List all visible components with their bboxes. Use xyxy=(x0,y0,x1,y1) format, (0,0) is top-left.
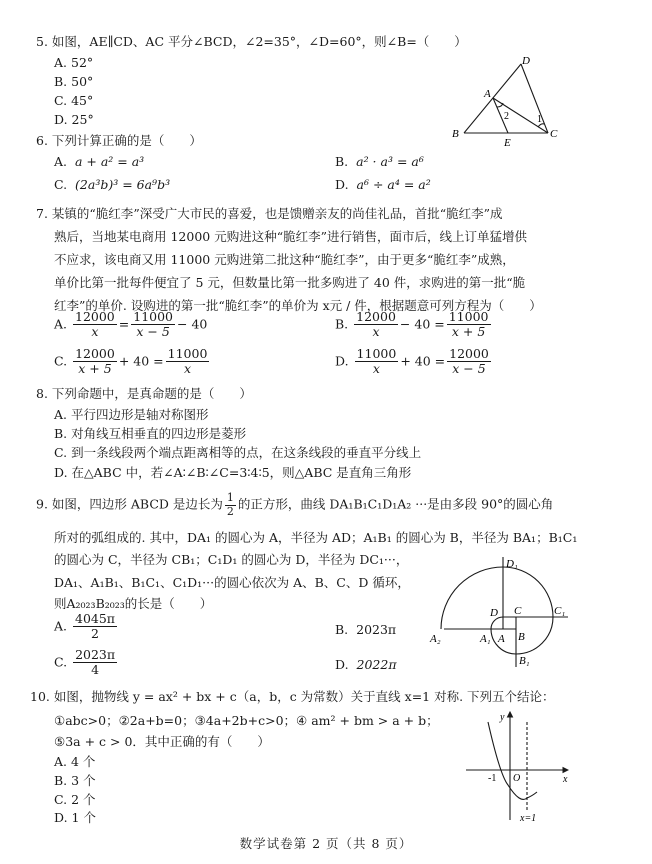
label-axis: x=1 xyxy=(520,813,537,824)
q6-number: 6. xyxy=(36,133,48,148)
q5-option-b[interactable] xyxy=(54,74,93,89)
option-label: A. xyxy=(54,316,68,332)
label-c: C xyxy=(514,605,522,617)
arc-d1-a2 xyxy=(441,567,503,629)
label-d: D xyxy=(522,55,530,67)
q7-line-2: 熟后，当地某电商用 12000 元购进这种“脆红李”进行销售，面市后，线上订单猛增供 xyxy=(54,229,527,244)
option-text: a⁶ ÷ a⁴ = a² xyxy=(356,177,431,192)
arc-c1-d1 xyxy=(503,567,553,617)
option-label: B. xyxy=(335,154,349,169)
operator: − 40 = xyxy=(399,316,445,332)
q8-option-a[interactable] xyxy=(54,405,209,423)
option-text: 2022π xyxy=(356,657,397,672)
option-text: a² · a³ = a⁶ xyxy=(356,154,424,169)
q5-number: 5. xyxy=(36,34,48,49)
label-a1: A₁ xyxy=(480,633,491,645)
q8-text: 下列命题中，是真命题的是（ ） xyxy=(51,386,252,401)
label-x: x xyxy=(563,774,568,785)
q5-option-c[interactable] xyxy=(54,93,93,108)
numerator: 2023π xyxy=(75,647,116,662)
fraction-one-half xyxy=(225,492,236,518)
q10-line-3: ⑤3a + c > 0．其中正确的有（ ） xyxy=(54,734,270,749)
fraction xyxy=(447,310,491,340)
option-label: C. xyxy=(54,445,68,460)
denominator: x − 5 xyxy=(452,361,486,377)
option-label: D. xyxy=(54,465,68,480)
option-label: D. xyxy=(335,353,349,369)
segment-bd xyxy=(464,64,521,133)
fraction xyxy=(166,347,210,377)
fraction xyxy=(447,347,491,377)
q9-option-b[interactable] xyxy=(335,622,396,637)
fraction xyxy=(355,347,399,377)
q10-line-2: ①abc>0；②2a+b=0；③4a+2b+c>0；④ am² + bm > a + b； xyxy=(54,713,439,728)
option-text: (2a³b)³ = 6a⁹b³ xyxy=(75,177,171,192)
option-label: C. xyxy=(54,93,68,108)
denominator: x − 5 xyxy=(136,324,170,340)
label-b1: B₁ xyxy=(519,655,530,667)
q9-line-1 xyxy=(36,492,553,518)
q10-option-c[interactable] xyxy=(54,790,96,808)
q8-option-c[interactable] xyxy=(54,443,421,461)
q9-figure-spiral xyxy=(420,555,590,675)
option-text: 52° xyxy=(71,55,94,70)
option-text: 45° xyxy=(71,93,94,108)
option-text: 25° xyxy=(71,112,94,127)
label-c: C xyxy=(550,128,558,140)
option-label: C. xyxy=(54,792,68,807)
fraction xyxy=(73,310,117,340)
option-label: B. xyxy=(335,622,349,637)
q10-text: 如图，抛物线 y = ax² + bx + c（a，b，c 为常数）关于直线 x=1 对称. 下列五个结论： xyxy=(53,689,555,704)
q9-option-a[interactable] xyxy=(54,612,119,642)
denominator: x xyxy=(184,361,192,377)
numerator: 11000 xyxy=(133,309,174,324)
denominator: x + 5 xyxy=(451,324,486,340)
option-text: 3 个 xyxy=(71,773,96,788)
numerator: 12000 xyxy=(75,309,115,324)
option-label: D. xyxy=(54,112,68,127)
label-origin: O xyxy=(513,773,521,784)
numerator: 12000 xyxy=(75,346,115,361)
option-label: A. xyxy=(54,618,68,634)
q7-line-3: 不应求，该电商又用 11000 元购进第二批这种“脆红李”，由于更多“脆红李”成熟， xyxy=(54,252,515,267)
q7-option-b[interactable] xyxy=(335,310,493,340)
q6-text: 下列计算正确的是（ ） xyxy=(51,133,202,148)
q9-line-4: DA₁、A₁B₁、B₁C₁、C₁D₁···的圆心依次为 A、B、C、D 循环， xyxy=(54,575,410,590)
q8-option-b[interactable] xyxy=(54,424,246,442)
q8-stem xyxy=(36,384,252,402)
option-label: B. xyxy=(54,426,68,441)
option-text: 2 个 xyxy=(71,792,96,807)
option-text: 平行四边形是轴对称图形 xyxy=(71,407,209,422)
option-text: 4 个 xyxy=(71,754,96,769)
q6-option-d[interactable] xyxy=(335,177,431,192)
denominator: x xyxy=(372,324,380,340)
page-footer: 数学试卷第 2 页（共 8 页） xyxy=(239,836,413,851)
q9-line-2: 所对的弧组成的. 其中，DA₁ 的圆心为 A，半径为 AD；A₁B₁ 的圆心为 B，半径为 BA₁；B₁C₁ xyxy=(54,530,578,545)
segment-dc xyxy=(521,64,548,133)
numerator: 1 xyxy=(226,491,234,504)
label-a: A xyxy=(484,88,491,100)
q7-line-1 xyxy=(36,204,503,222)
denominator: x xyxy=(372,361,380,377)
label-d1: D₁ xyxy=(506,558,518,570)
option-label: A. xyxy=(54,754,68,769)
numerator: 11000 xyxy=(167,346,208,361)
option-text: a + a² = a³ xyxy=(74,154,145,169)
q7-option-a[interactable] xyxy=(54,310,207,340)
denominator: 2 xyxy=(91,626,99,642)
q7-line-5: 红李”的单价. 设购进的第一批“脆红李”的单价为 x元 / 件，根据题意可列方程为（ ） xyxy=(54,298,542,313)
q5-option-a[interactable] xyxy=(54,55,93,70)
q7-line-4: 单价比第一批每件便宜了 5 元，但数量比第一批多购进了 40 件，求购进的第一批“脆 xyxy=(54,275,526,290)
label-a2: A₂ xyxy=(430,633,441,645)
option-label: A. xyxy=(54,407,68,422)
parabola-curve xyxy=(488,722,537,799)
label-b: B xyxy=(452,128,459,140)
q9-text: 如图，四边形 ABCD 是边长为 xyxy=(51,496,223,512)
option-label: C. xyxy=(54,654,68,670)
fraction xyxy=(354,310,398,340)
option-label: D. xyxy=(335,177,349,192)
q10-number: 10. xyxy=(30,689,50,704)
option-label: C. xyxy=(54,353,68,369)
q7-option-c[interactable] xyxy=(54,347,211,377)
label-y: y xyxy=(500,712,505,723)
fraction xyxy=(131,310,175,340)
operator: = xyxy=(118,316,130,332)
numerator: 11000 xyxy=(448,309,489,324)
denominator: 2 xyxy=(226,504,234,518)
numerator: 12000 xyxy=(356,309,396,324)
label-e: E xyxy=(504,137,511,149)
numerator: 4045π xyxy=(75,611,116,626)
q8-number: 8. xyxy=(36,386,48,401)
option-text: 50° xyxy=(71,74,94,89)
q7-text: 某镇的“脆红李”深受广大市民的喜爱，也是馈赠亲友的尚佳礼品，首批“脆红李”成 xyxy=(51,206,503,221)
option-text: 到一条线段两个端点距离相等的点，在这条线段的垂直平分线上 xyxy=(71,445,422,460)
label-a: A xyxy=(498,633,505,645)
option-text: 2023π xyxy=(356,622,397,637)
fraction xyxy=(73,612,117,642)
fraction xyxy=(73,347,117,377)
option-text: 对角线互相垂直的四边形是菱形 xyxy=(71,426,247,441)
option-label: C. xyxy=(54,177,68,192)
q5-option-d[interactable] xyxy=(54,112,94,127)
numerator: 12000 xyxy=(449,346,489,361)
q9-option-c[interactable] xyxy=(54,648,119,678)
q5-figure-triangle xyxy=(440,50,580,150)
q10-option-b[interactable] xyxy=(54,771,96,789)
option-label: B. xyxy=(54,74,68,89)
operator: − 40 xyxy=(177,316,208,332)
option-label: A. xyxy=(54,55,68,70)
fraction xyxy=(73,648,117,678)
option-text: 在△ABC 中，若∠A∶∠B∶∠C=3∶4∶5，则△ABC 是直角三角形 xyxy=(71,465,412,480)
q6-option-b[interactable] xyxy=(335,154,424,169)
operator: + 40 = xyxy=(400,353,446,369)
q6-option-a[interactable] xyxy=(54,154,144,169)
denominator: x xyxy=(91,324,99,340)
label-neg1: -1 xyxy=(488,773,497,784)
operator: + 40 = xyxy=(118,353,164,369)
option-label: D. xyxy=(54,810,68,825)
numerator: 11000 xyxy=(356,346,397,361)
q10-option-a[interactable] xyxy=(54,752,95,770)
q8-option-d[interactable] xyxy=(54,463,411,481)
q6-option-c[interactable] xyxy=(54,177,170,192)
denominator: x + 5 xyxy=(78,361,112,377)
option-label: A. xyxy=(54,154,68,169)
q7-option-d[interactable] xyxy=(335,347,493,377)
label-angle-2: 2 xyxy=(504,111,509,122)
label-c1: C₁ xyxy=(554,605,566,617)
option-text: 1 个 xyxy=(71,810,96,825)
q7-number: 7. xyxy=(36,206,48,221)
label-d: D xyxy=(490,607,498,619)
q5-text: 如图，AE∥CD、AC 平分∠BCD，∠2=35°，∠D=60°，则∠B=（ ） xyxy=(51,34,467,49)
option-label: B. xyxy=(335,316,349,332)
q9-line-3: 的圆心为 C，半径为 CB₁；C₁D₁ 的圆心为 D，半径为 DC₁···， xyxy=(54,552,409,567)
q5-stem xyxy=(36,32,467,50)
q9-line-5: 则A₂₀₂₃B₂₀₂₃的长是（ ） xyxy=(54,596,213,611)
q9-option-d[interactable] xyxy=(335,657,397,672)
option-label: D. xyxy=(335,657,349,672)
q10-figure-parabola xyxy=(460,700,580,825)
label-angle-1: 1 xyxy=(537,114,542,125)
q9-number: 9. xyxy=(36,496,48,512)
denominator: 4 xyxy=(91,662,100,678)
q9-text: 的正方形，曲线 DA₁B₁C₁D₁A₂ ···是由多段 90°的圆心角 xyxy=(237,496,554,512)
label-b: B xyxy=(518,631,525,643)
option-label: B. xyxy=(54,773,68,788)
q10-option-d[interactable] xyxy=(54,808,96,826)
q6-stem xyxy=(36,131,202,149)
